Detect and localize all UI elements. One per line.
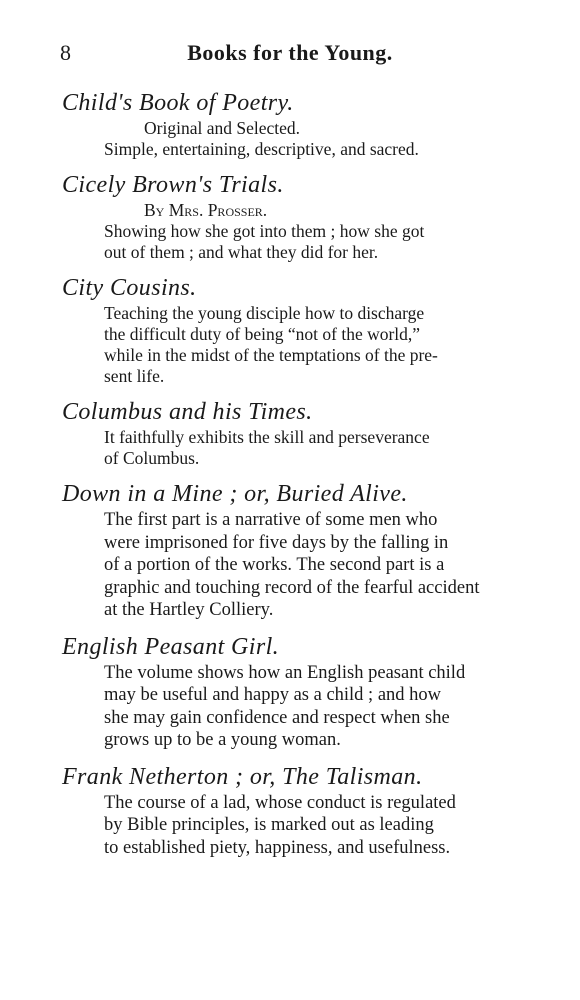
book-description-line: of Columbus. — [104, 448, 200, 468]
book-description-line: out of them ; and what they did for her. — [104, 242, 379, 262]
book-entry — [62, 170, 542, 263]
book-description-line: she may gain confidence and respect when she — [104, 707, 450, 728]
book-author: By Mrs. Prosser. — [144, 200, 268, 220]
book-entry — [62, 632, 542, 752]
book-entry — [62, 397, 542, 469]
book-description-line: while in the midst of the temptations of the pre- — [104, 345, 438, 365]
book-description-line: Simple, entertaining, descriptive, and sacred. — [104, 139, 419, 159]
book-entry — [62, 88, 542, 160]
book-description-line: graphic and touching record of the fearful accident — [104, 577, 480, 598]
book-description-line: Showing how she got into them ; how she got — [104, 221, 425, 241]
book-description-line: were imprisoned for five days by the falling in — [104, 532, 449, 553]
running-head: Books for the Young. — [187, 40, 393, 65]
book-title: Down in a Mine ; or, Buried Alive. — [62, 481, 408, 507]
book-description-line: at the Hartley Colliery. — [104, 600, 274, 620]
book-entry — [62, 273, 542, 387]
book-description-line: by Bible principles, is marked out as leading — [104, 815, 434, 835]
book-description-line: sent life. — [104, 366, 165, 386]
book-description-line: of a portion of the works. The second part is a — [104, 555, 445, 575]
book-description-line: The volume shows how an English peasant child — [104, 662, 466, 683]
book-description-line: to established piety, happiness, and usefulness. — [104, 837, 451, 858]
book-description-line: The course of a lad, whose conduct is regulated — [104, 792, 456, 813]
book-entry — [62, 479, 542, 622]
book-title: Frank Netherton ; or, The Talisman. — [62, 763, 423, 790]
book-entry — [62, 762, 542, 860]
book-title: English Peasant Girl. — [62, 633, 280, 660]
book-title: City Cousins. — [62, 275, 197, 301]
book-description-line: grows up to be a young woman. — [104, 730, 341, 750]
book-description-line: Teaching the young disciple how to discharge — [104, 303, 425, 323]
book-description-line: may be useful and happy as a child ; and how — [104, 685, 442, 705]
book-list — [62, 88, 542, 869]
book-description-line: The first part is a narrative of some men who — [104, 510, 438, 530]
book-title: Child's Book of Poetry. — [62, 90, 294, 116]
book-title: Columbus and his Times. — [62, 399, 313, 425]
book-description-line: Original and Selected. — [144, 118, 300, 138]
book-title: Cicely Brown's Trials. — [62, 172, 284, 198]
page-number: 8 — [60, 40, 71, 65]
book-description-line: the difficult duty of being “not of the world,” — [104, 324, 421, 344]
book-description-line: It faithfully exhibits the skill and perseverance — [104, 427, 430, 447]
